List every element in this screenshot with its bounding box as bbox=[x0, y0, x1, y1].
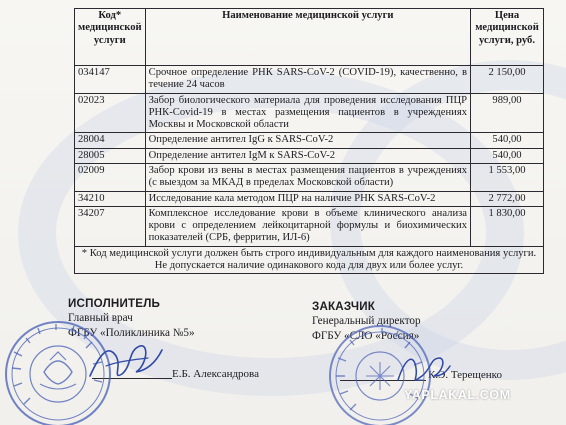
row-name: Исследование кала методом ПЦР на наличие РНК SARS-CoV-2 bbox=[145, 191, 470, 206]
customer-position: Генеральный директор bbox=[312, 315, 421, 328]
executor-signer: Е.Б. Александрова bbox=[172, 368, 259, 380]
table-row bbox=[75, 206, 544, 246]
header-price: Цена медицинской услуги, руб. bbox=[471, 9, 544, 66]
site-watermark: YAPLAKAL.COM bbox=[404, 388, 511, 402]
row-name: Комплексное исследование крови в объеме клинического анализа крови с определением лейкоцитарной формулы и биохимических показателей (СРБ, ферритин, ИЛ-6) bbox=[145, 206, 470, 246]
row-price: 1 553,00 bbox=[471, 163, 544, 191]
row-price: 2 150,00 bbox=[471, 66, 544, 94]
row-code: 28004 bbox=[75, 133, 146, 148]
table-row bbox=[75, 66, 544, 94]
table-row bbox=[75, 133, 544, 148]
table-row bbox=[75, 163, 544, 191]
signature-left-icon bbox=[86, 336, 166, 386]
table-row bbox=[75, 93, 544, 133]
row-name: Забор биологического материала для проведения исследования ПЦР РНК-Covid-19 в местах размещения пациентов в учреждениях Москвы и Московской области bbox=[145, 93, 470, 133]
row-code: 034147 bbox=[75, 66, 146, 94]
executor-block bbox=[68, 296, 195, 340]
executor-position: Главный врач bbox=[68, 312, 133, 325]
row-price: 540,00 bbox=[471, 133, 544, 148]
row-name: Определение антител IgM к SARS-CoV-2 bbox=[145, 148, 470, 163]
row-price: 540,00 bbox=[471, 148, 544, 163]
signature-right-icon bbox=[392, 350, 452, 390]
header-name: Наименование медицинской услуги bbox=[145, 9, 470, 66]
row-code: 28005 bbox=[75, 148, 146, 163]
customer-block bbox=[312, 299, 421, 343]
row-name: Определение антител IgG к SARS-CoV-2 bbox=[145, 133, 470, 148]
row-code: 02009 bbox=[75, 163, 146, 191]
row-code: 34210 bbox=[75, 191, 146, 206]
customer-title: ЗАКАЗЧИК bbox=[312, 300, 376, 313]
row-code: 02023 bbox=[75, 93, 146, 133]
row-code: 34207 bbox=[75, 206, 146, 246]
row-name: Срочное определение РНК SARS-CoV-2 (COVID-19), качественно, в течение 24 часов bbox=[145, 66, 470, 94]
executor-org: ФГБУ «Поликлиника №5» bbox=[68, 326, 195, 339]
price-table bbox=[74, 8, 544, 274]
row-price: 2 772,00 bbox=[471, 191, 544, 206]
footnote: * Код медицинской услуги должен быть строго индивидуальным для каждого наименования услуги. Не допускается наличие одинакового кода для двух или более услуг. bbox=[75, 246, 544, 274]
customer-signer: К.Э. Терещенко bbox=[428, 369, 502, 381]
table-header-row bbox=[75, 9, 544, 66]
row-price: 989,00 bbox=[471, 93, 544, 133]
table-row bbox=[75, 191, 544, 206]
executor-title: ИСПОЛНИТЕЛЬ bbox=[68, 297, 161, 310]
row-price: 1 830,00 bbox=[471, 206, 544, 246]
table-footnote-row bbox=[75, 246, 544, 274]
header-code: Код* медицинской услуги bbox=[75, 9, 146, 66]
table-row bbox=[75, 148, 544, 163]
row-name: Забор крови из вены в местах размещения пациентов в учреждениях (с выездом за МКАД в пределах Московской области) bbox=[145, 163, 470, 191]
customer-org: ФГБУ «СЛО «Россия» bbox=[312, 329, 420, 342]
